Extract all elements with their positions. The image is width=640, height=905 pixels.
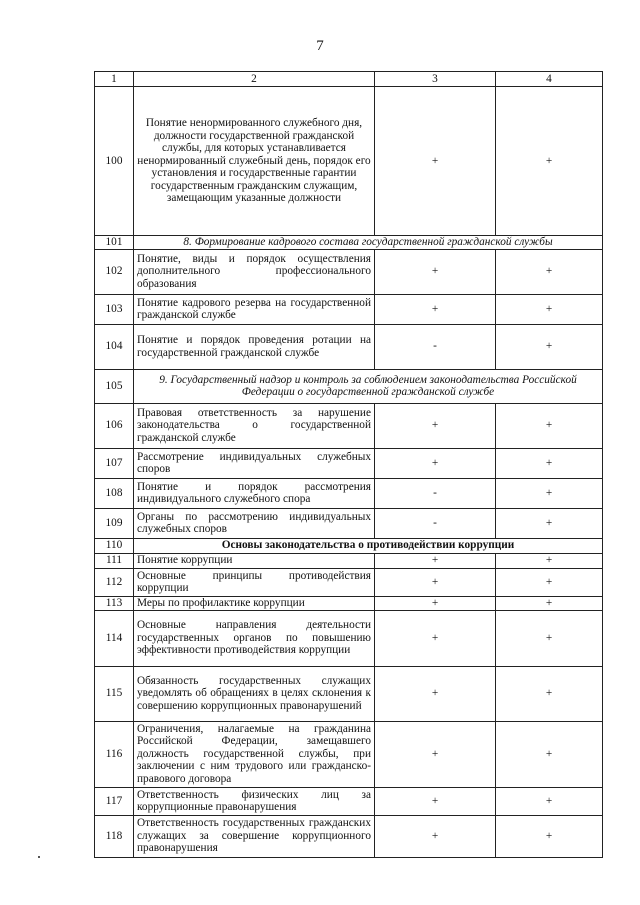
section-title: 9. Государственный надзор и контроль за соблюдением законодательства Российской Федерации о государственной гражданской службе: [134, 369, 603, 403]
row-mark-col4: +: [496, 448, 603, 478]
row-mark-col3: +: [375, 568, 496, 596]
row-number: 106: [95, 403, 134, 448]
row-mark-col3: +: [375, 448, 496, 478]
row-number: 102: [95, 249, 134, 294]
table-row: [95, 666, 603, 721]
row-mark-col4: +: [496, 815, 603, 857]
table-row: [95, 787, 603, 815]
table-row: [95, 553, 603, 568]
row-topic: Обязанность государственных служащих уведомлять об обращениях в целях склонения к совершению коррупционных правонарушений: [134, 666, 375, 721]
row-number: 115: [95, 666, 134, 721]
row-mark-col3: +: [375, 294, 496, 324]
row-topic: Понятие кадрового резерва на государственной гражданской службе: [134, 294, 375, 324]
row-topic: Понятие, виды и порядок осуществления дополнительного профессионального образования: [134, 249, 375, 294]
section-title: 8. Формирование кадрового состава государственной гражданской службы: [134, 236, 603, 250]
row-mark-col3: -: [375, 324, 496, 369]
row-mark-col3: +: [375, 787, 496, 815]
row-number: 101: [95, 236, 134, 250]
row-mark-col3: +: [375, 87, 496, 236]
row-number: 111: [95, 553, 134, 568]
row-topic: Органы по рассмотрению индивидуальных служебных споров: [134, 508, 375, 538]
table-row: [95, 478, 603, 508]
row-topic: Понятие и порядок проведения ротации на государственной гражданской службе: [134, 324, 375, 369]
section-title: Основы законодательства о противодействии коррупции: [134, 538, 603, 553]
row-topic: Понятие и порядок рассмотрения индивидуального служебного спора: [134, 478, 375, 508]
section-row: [95, 538, 603, 553]
scan-speck: [38, 856, 40, 858]
row-number: 107: [95, 448, 134, 478]
section-row: [95, 369, 603, 403]
curriculum-table: [94, 71, 603, 858]
table-row: [95, 568, 603, 596]
row-mark-col3: -: [375, 478, 496, 508]
row-number: 109: [95, 508, 134, 538]
row-topic: Рассмотрение индивидуальных служебных споров: [134, 448, 375, 478]
row-number: 117: [95, 787, 134, 815]
row-mark-col4: +: [496, 666, 603, 721]
row-topic: Понятие коррупции: [134, 553, 375, 568]
row-mark-col4: +: [496, 787, 603, 815]
row-topic: Меры по профилактике коррупции: [134, 596, 375, 610]
row-number: 108: [95, 478, 134, 508]
page-number: 7: [316, 38, 324, 54]
table-row: [95, 87, 603, 236]
row-mark-col3: +: [375, 610, 496, 666]
table-row: [95, 721, 603, 787]
table-header-row: [95, 72, 603, 87]
table-row: [95, 249, 603, 294]
row-number: 104: [95, 324, 134, 369]
row-mark-col3: +: [375, 553, 496, 568]
table-row: [95, 596, 603, 610]
row-mark-col4: +: [496, 87, 603, 236]
row-number: 100: [95, 87, 134, 236]
row-mark-col4: +: [496, 478, 603, 508]
row-mark-col3: +: [375, 596, 496, 610]
row-topic: Ответственность физических лиц за коррупционные правонарушения: [134, 787, 375, 815]
row-mark-col3: +: [375, 249, 496, 294]
row-number: 118: [95, 815, 134, 857]
row-number: 105: [95, 369, 134, 403]
row-number: 103: [95, 294, 134, 324]
row-number: 113: [95, 596, 134, 610]
row-mark-col3: +: [375, 403, 496, 448]
row-mark-col4: +: [496, 721, 603, 787]
table-row: [95, 403, 603, 448]
row-mark-col3: +: [375, 815, 496, 857]
row-number: 110: [95, 538, 134, 553]
row-number: 116: [95, 721, 134, 787]
row-topic: Понятие ненормированного служебного дня, должности государственной гражданской службы, для которых устанавливается ненормированный служебный день, порядок его установления и государственные гарантии государственным гражданским служащим, замещающим указанные должности: [134, 87, 375, 236]
row-number: 112: [95, 568, 134, 596]
row-mark-col4: +: [496, 610, 603, 666]
table-row: [95, 294, 603, 324]
row-mark-col3: +: [375, 666, 496, 721]
row-mark-col3: -: [375, 508, 496, 538]
table-row: [95, 448, 603, 478]
row-mark-col3: +: [375, 721, 496, 787]
table-row: [95, 815, 603, 857]
row-topic: Основные принципы противодействия коррупции: [134, 568, 375, 596]
row-mark-col4: +: [496, 568, 603, 596]
header-cell-1: 1: [95, 72, 134, 87]
row-topic: Ограничения, налагаемые на гражданина Российской Федерации, замещавшего должность государственной службы, при заключении с ним трудового или гражданско-правового договора: [134, 721, 375, 787]
row-mark-col4: +: [496, 508, 603, 538]
table-row: [95, 324, 603, 369]
row-mark-col4: +: [496, 249, 603, 294]
header-cell-2: 2: [134, 72, 375, 87]
row-number: 114: [95, 610, 134, 666]
row-topic: Основные направления деятельности государственных органов по повышению эффективности противодействия коррупции: [134, 610, 375, 666]
row-mark-col4: +: [496, 294, 603, 324]
row-mark-col4: +: [496, 324, 603, 369]
row-topic: Правовая ответственность за нарушение законодательства о государственной гражданской службе: [134, 403, 375, 448]
header-cell-4: 4: [496, 72, 603, 87]
row-mark-col4: +: [496, 596, 603, 610]
row-mark-col4: +: [496, 553, 603, 568]
table-row: [95, 508, 603, 538]
header-cell-3: 3: [375, 72, 496, 87]
section-row: [95, 236, 603, 250]
row-mark-col4: +: [496, 403, 603, 448]
row-topic: Ответственность государственных гражданских служащих за совершение коррупционного правонарушения: [134, 815, 375, 857]
table-row: [95, 610, 603, 666]
